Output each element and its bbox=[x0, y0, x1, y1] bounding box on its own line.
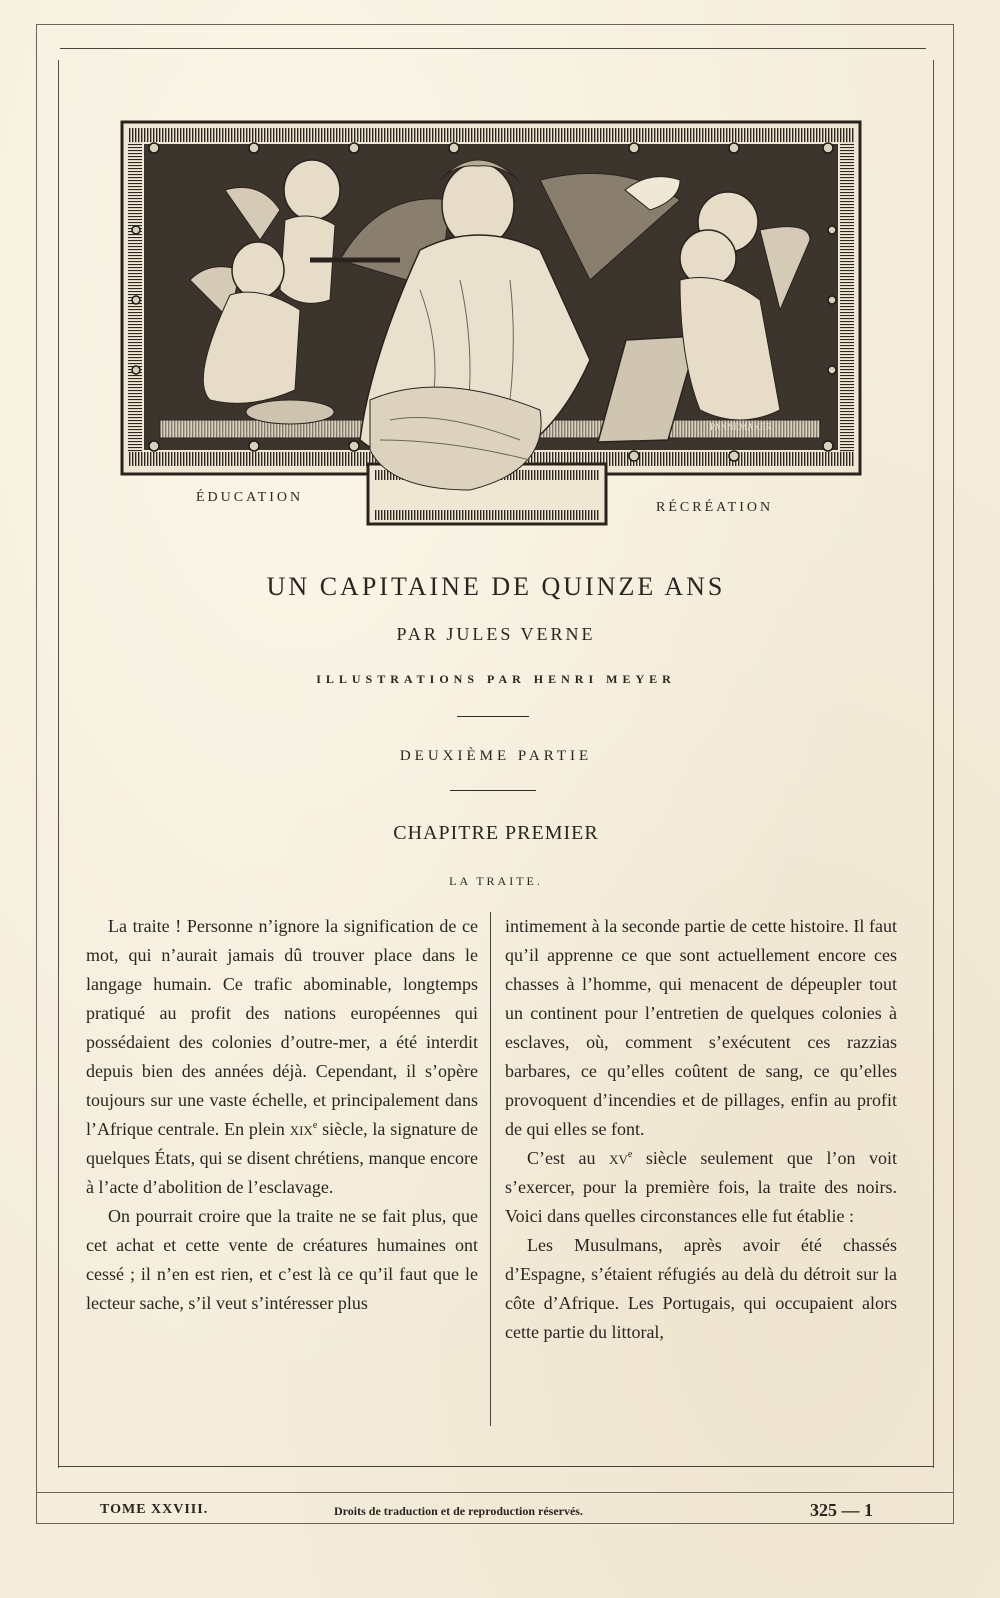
illustrator-line: ILLUSTRATIONS PAR HENRI MEYER bbox=[316, 672, 676, 686]
footer-rights: Droits de traduction et de reproduction réservés. bbox=[334, 1504, 583, 1518]
paragraph-1-text-a: La traite ! Personne n’ignore la signification de ce mot, qui n’aurait jamais dû trouver place dans le langage humain. Ce trafic abominable, longtemps pratiqué au profit des nations européennes qui possédaient des colonies d’outre-mer, a été interdit depuis bien des années déjà. Cependant, il s’opère toujours sur une vaste échelle, et principalement dans l’Afrique centrale. En plein bbox=[86, 916, 478, 1139]
banner-engraving bbox=[120, 120, 862, 530]
book-title: UN CAPITAINE DE QUINZE ANS bbox=[266, 572, 726, 601]
chapter-subtitle: LA TRAITE. bbox=[449, 874, 543, 888]
footer-volume: TOME XXVIII. bbox=[100, 1502, 209, 1517]
paragraph-4: Les Musulmans, après avoir été chassés d’Espagne, s’étaient réfugiés au delà du détroit sur la côte d’Afrique. Les Portugais, qui occupaient alors cette partie du littoral, bbox=[505, 1235, 897, 1342]
engraved-banner bbox=[120, 120, 862, 530]
title-divider bbox=[457, 716, 529, 717]
text-column-left bbox=[86, 912, 478, 1318]
paragraph-3-text-a: C’est au bbox=[527, 1148, 610, 1168]
paragraph-3 bbox=[505, 1144, 897, 1231]
bottom-rule-outer bbox=[36, 1492, 954, 1493]
paragraph-3-text-b: siècle seulement que l’on voit s’exercer, pour la première fois, la traite des noirs. Voici dans quelles circonstances elle fut établie : bbox=[505, 1148, 898, 1226]
author-line: PAR JULES VERNE bbox=[396, 624, 596, 644]
column-divider bbox=[490, 912, 491, 1426]
paragraph-1-text-b: siècle, la signature de quelques États, qui se disent chrétiens, manque encore à l’acte d’abolition de l’esclavage. bbox=[86, 1119, 478, 1197]
text-column-right bbox=[505, 912, 897, 1347]
paragraph-2: On pourrait croire que la traite ne se fait plus, que cet achat et cette vente de créatures humaines ont cessé ; il n’en est rien, et c’est là ce qu’il faut que le lecteur sache, s’il veut s’intéresser plus bbox=[86, 1206, 478, 1313]
century-superscript: e bbox=[312, 1120, 318, 1131]
banner-label-recreation: RÉCRÉATION bbox=[656, 500, 774, 515]
century-numeral: xix bbox=[289, 1119, 313, 1139]
century-numeral: xv bbox=[609, 1148, 628, 1168]
banner-label-education: ÉDUCATION bbox=[196, 490, 304, 505]
page-number: 325 — 1 bbox=[810, 1500, 873, 1520]
top-rule bbox=[60, 48, 926, 49]
part-divider bbox=[450, 790, 536, 791]
part-heading: DEUXIÈME PARTIE bbox=[399, 748, 593, 764]
paragraph-2-continued: intimement à la seconde partie de cette histoire. Il faut qu’il apprenne ce que sont actuellement encore ces chasses à l’homme, qui menacent de dépeupler tout un continent pour l’entretien de quelques colonies à esclaves, où, comment s’exécutent ces razzias barbares, ce qu’elles coûtent de sang, ce qu’elles provoquent d’incendies et de pillages, enfin au profit de qui elles se font. bbox=[505, 916, 897, 1139]
bottom-rule bbox=[58, 1466, 934, 1467]
century-superscript: e bbox=[627, 1149, 633, 1160]
paragraph-1 bbox=[86, 912, 478, 1202]
chapter-heading: CHAPITRE PREMIER bbox=[393, 822, 599, 844]
engraver-signature: PANNEMAKER bbox=[710, 422, 772, 432]
